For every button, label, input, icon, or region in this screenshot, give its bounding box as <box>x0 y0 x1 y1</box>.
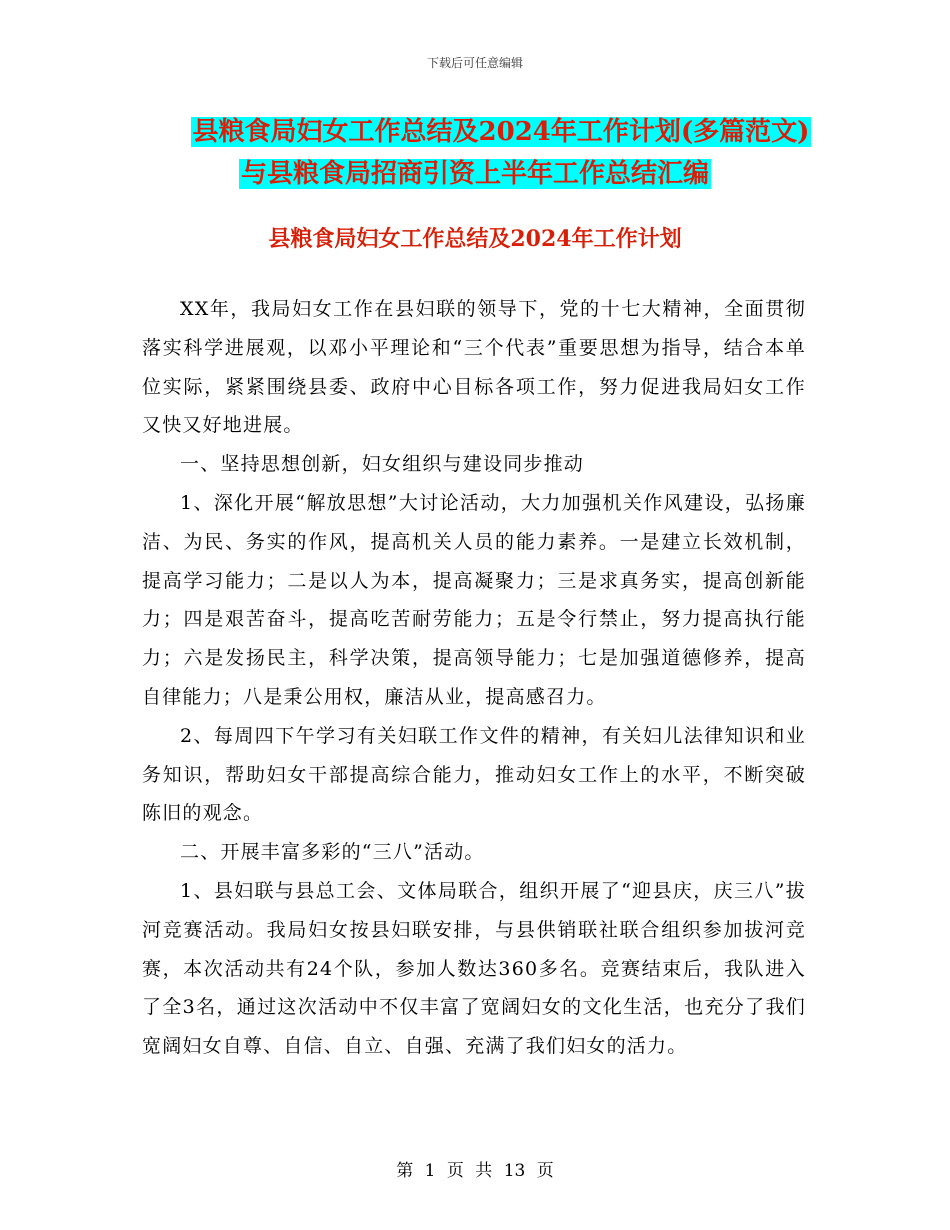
page-footer: 第 1 页 共 13 页 <box>396 1161 554 1181</box>
paragraph-1-2: 2、每周四下午学习有关妇联工作文件的精神，有关妇儿法律知识和业务知识，帮助妇女干部提高综合能力，推动妇女工作上的水平，不断突破陈旧的观念。 <box>142 724 806 825</box>
document-title-line-2 <box>0 154 950 194</box>
title-highlight-2: 与县粮食局招商引资上半年工作总结汇编 <box>240 159 709 189</box>
paragraph-2-1: 1、县妇联与县总工会、文体局联合，组织开展了“迎县庆，庆三八”拔河竞赛活动。我局妇女按县妇联安排，与县供销联社联合组织参加拔河竞赛，本次活动共有24个队，参加人数达360多名。竞赛结束后，我队进入了全3名，通过这次活动中不仅丰富了宽阔妇女的文化生活，也充分了我们宽阔妇女自尊、自信、自立、自强、充满了我们妇女的活力。 <box>142 879 806 1058</box>
body-text <box>142 290 806 1066</box>
heading-2: 二、开展丰富多彩的“三八”活动。 <box>180 841 485 864</box>
header-note: 下载后可任意编辑 <box>426 56 523 70</box>
document-title-line-1 <box>26 112 950 152</box>
title-highlight-1: 县粮食局妇女工作总结及2024年工作计划(多篇范文) <box>192 117 810 147</box>
paragraph-intro: XX年，我局妇女工作在县妇联的领导下，党的十七大精神，全面贯彻落实科学进展观，以邓小平理论和“三个代表”重要思想为指导，结合本单位实际，紧紧围绕县委、政府中心目标各项工作，努力促进我局妇女工作又快又好地进展。 <box>142 298 806 437</box>
paragraph-1-1: 1、深化开展“解放思想”大讨论活动，大力加强机关作风建设，弘扬廉洁、为民、务实的作风，提高机关人员的能力素养。一是建立长效机制，提高学习能力；二是以人为本，提高凝聚力；三是求真务实，提高创新能力；四是艰苦奋斗，提高吃苦耐劳能力；五是令行禁止，努力提高执行能力；六是发扬民主，科学决策，提高领导能力；七是加强道德修养，提高自律能力；八是秉公用权，廉洁从业，提高感召力。 <box>142 491 806 708</box>
section-title: 县粮食局妇女工作总结及2024年工作计划 <box>268 226 682 252</box>
heading-1: 一、坚持思想创新，妇女组织与建设同步推动 <box>180 453 585 476</box>
